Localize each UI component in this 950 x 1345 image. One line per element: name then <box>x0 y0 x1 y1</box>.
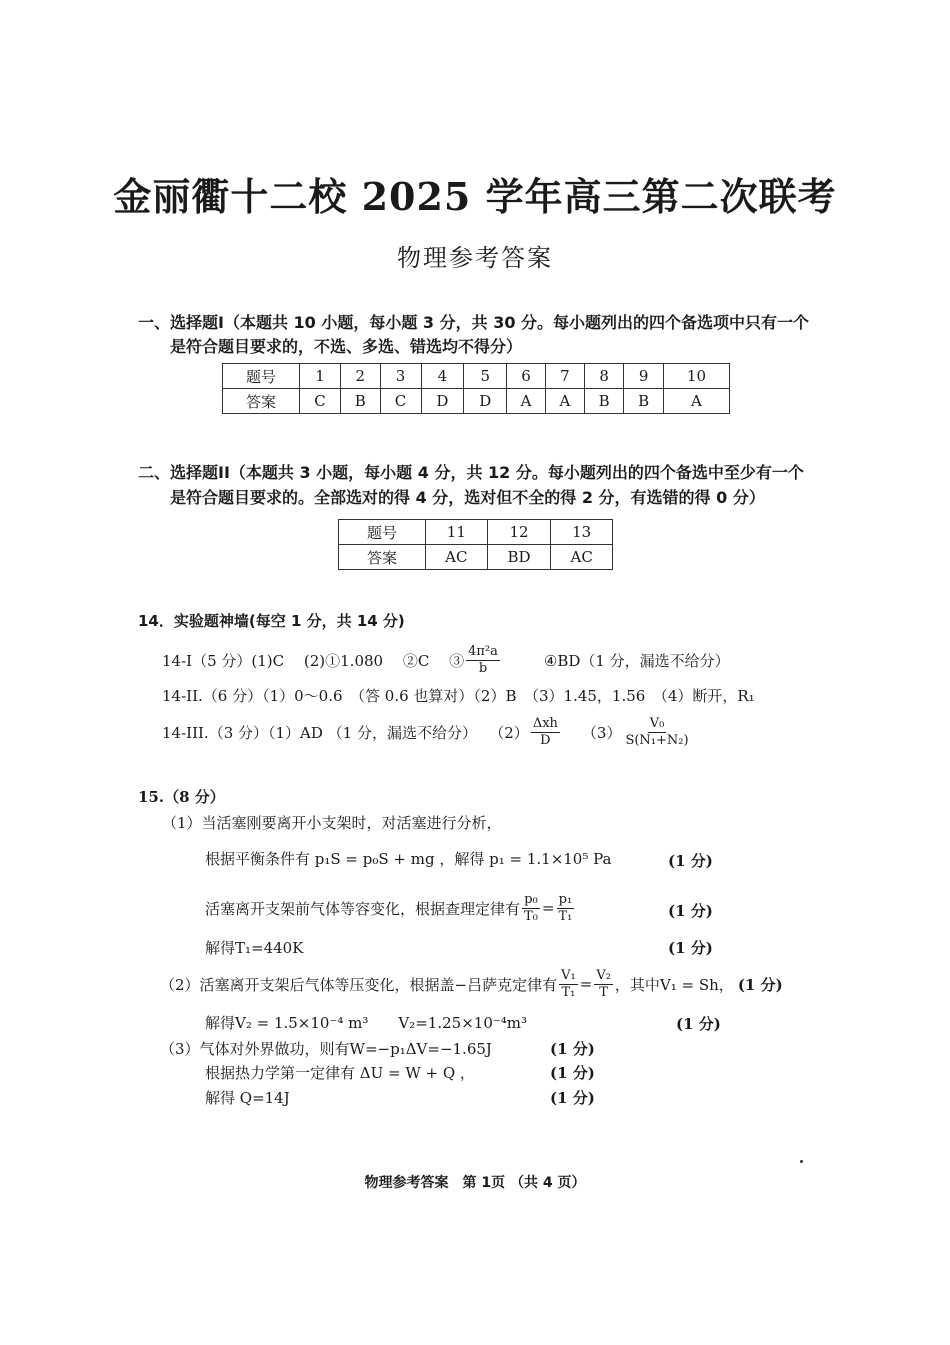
table-cell: 7 <box>546 364 585 389</box>
score-label: (1 分) <box>550 1089 595 1107</box>
fraction-denominator: T₁ <box>561 984 576 1000</box>
q15-line9: 解得 Q=14J <box>205 1089 290 1107</box>
q15-line1: （1）当活塞刚要离开小支架时，对活塞进行分析， <box>162 814 502 832</box>
table-cell: D <box>464 389 507 414</box>
fraction-denominator: D <box>540 732 551 748</box>
table-row <box>223 389 730 414</box>
fraction-numerator: V₁ <box>561 967 576 983</box>
q15-line3-text: 活塞离开支架前气体等容变化，根据查理定律有 <box>205 899 521 918</box>
score-label: (1 分) <box>550 1040 595 1058</box>
fraction-numerator: V₂ <box>596 967 611 983</box>
table-cell: 1 <box>300 364 341 389</box>
table-row <box>339 545 613 570</box>
speck-mark <box>800 1160 803 1163</box>
row-label-answer: 答案 <box>223 389 300 414</box>
table-cell: AC <box>426 545 488 570</box>
q15-heading: 15.（8 分） <box>138 788 225 806</box>
fraction-numerator: Δxh <box>532 715 558 731</box>
section2-heading-line2: 是符合题目要求的。全部选对的得 4 分，选对但不全的得 2 分，有选错的得 0 分） <box>170 488 765 507</box>
table-cell: 8 <box>584 364 624 389</box>
section1-heading-line1: 一、选择题I（本题共 10 小题，每小题 3 分，共 30 分。每小题列出的四个备选项中只有一个 <box>138 313 810 332</box>
score-label: (1 分) <box>550 1064 595 1082</box>
score-label: (1 分) <box>676 1015 721 1033</box>
fraction-denominator: b <box>478 660 488 676</box>
q14-part1-fraction <box>466 644 500 677</box>
table-cell: A <box>663 389 729 414</box>
q15-line5-fraction2 <box>594 968 613 1001</box>
table-cell: 12 <box>487 520 551 545</box>
q14-part3-fraction1 <box>531 716 560 749</box>
document-title: 金丽衢十二校 2025 学年高三第二次联考 <box>113 174 837 219</box>
q15-line5 <box>160 962 783 1006</box>
q15-line4: 解得T₁=440K <box>205 939 304 957</box>
row-label-answer: 答案 <box>339 545 426 570</box>
table-cell: 10 <box>663 364 729 389</box>
q15-line7: （3）气体对外界做功，则有W=−p₁ΔV=−1.65J <box>160 1040 492 1058</box>
q14-part1-text-b: ④BD（1 分，漏选不给分） <box>543 651 730 670</box>
fraction-denominator: T₀ <box>524 908 538 924</box>
equals-sign: = <box>541 899 555 917</box>
table-cell: C <box>380 389 421 414</box>
section2-heading-line1: 二、选择题II（本题共 3 小题，每小题 4 分，共 12 分。每小题列出的四个备选中至少有一个 <box>138 463 804 482</box>
q14-part3 <box>162 710 693 754</box>
table-cell: 13 <box>551 520 613 545</box>
q15-line6: 解得V₂ = 1.5×10⁻⁴ m³ V₂=1.25×10⁻⁴m³ <box>205 1014 528 1032</box>
q14-part2: 14-II.（6 分）（1）0～0.6 （答 0.6 也算对）（2）B （3）1.45，1.56 （4）断开，R₁ <box>162 687 755 705</box>
q15-line8: 根据热力学第一定律有 ΔU = W + Q ， <box>205 1064 475 1082</box>
table-cell: 4 <box>421 364 464 389</box>
document-subtitle: 物理参考答案 <box>397 244 553 272</box>
q15-line5-fraction1 <box>559 968 578 1001</box>
table-cell: 6 <box>507 364 546 389</box>
fraction-numerator: p₀ <box>524 891 538 907</box>
page-footer: 物理参考答案 第 1页 （共 4 页） <box>364 1175 586 1191</box>
table-cell: 3 <box>380 364 421 389</box>
table-cell: 11 <box>426 520 488 545</box>
q14-part3-text-b: （3） <box>581 723 622 742</box>
table-row <box>339 520 613 545</box>
q14-part3-text-a: 14-III.（3 分）（1）AD （1 分，漏选不给分） （2） <box>162 723 529 742</box>
table-cell: A <box>546 389 585 414</box>
fraction-numerator: p₁ <box>558 891 573 907</box>
row-label-question: 题号 <box>223 364 300 389</box>
q15-line3-fraction2 <box>556 892 574 925</box>
q14-part1 <box>162 640 730 680</box>
q15-line5-text-b: ，其中V₁ = Sh， <box>614 975 734 994</box>
section2-answer-table <box>338 519 613 570</box>
score-label: (1 分) <box>668 939 713 957</box>
q15-line3 <box>205 888 576 928</box>
row-label-question: 题号 <box>339 520 426 545</box>
section1-heading-line2: 是符合题目要求的，不选、多选、错选均不得分） <box>170 337 523 356</box>
q15-line5-text-a: （2）活塞离开支架后气体等压变化，根据盖−吕萨克定律有 <box>160 975 558 994</box>
table-row <box>223 364 730 389</box>
table-cell: 9 <box>624 364 664 389</box>
section1-answer-table <box>222 363 730 414</box>
q15-line3-fraction1 <box>522 892 540 925</box>
fraction-numerator: V₀ <box>649 715 665 731</box>
fraction-denominator: T₁ <box>558 908 573 924</box>
fraction-denominator: T <box>599 984 608 1000</box>
fraction-numerator: 4π²a <box>468 643 498 659</box>
table-cell: B <box>584 389 624 414</box>
table-cell: B <box>624 389 664 414</box>
q15-line2: 根据平衡条件有 p₁S = p₀S + mg ，解得 p₁ = 1.1×10⁵ Pa <box>205 850 612 868</box>
equals-sign: = <box>579 975 593 993</box>
table-cell: B <box>341 389 381 414</box>
table-cell: 2 <box>341 364 381 389</box>
fraction-denominator: S(N₁+N₂) <box>625 732 689 748</box>
q14-part3-fraction2 <box>623 716 690 749</box>
table-cell: A <box>507 389 546 414</box>
q14-part1-text-a: 14-I（5 分）(1)C (2)①1.080 ②C ③ <box>162 651 465 670</box>
q14-heading: 14．实验题神墙(每空 1 分，共 14 分) <box>138 612 405 630</box>
table-cell: C <box>300 389 341 414</box>
score-label: (1 分) <box>668 902 713 920</box>
table-cell: 5 <box>464 364 507 389</box>
table-cell: BD <box>487 545 551 570</box>
score-label: (1 分) <box>737 975 783 994</box>
table-cell: AC <box>551 545 613 570</box>
table-cell: D <box>421 389 464 414</box>
score-label: (1 分) <box>668 852 713 870</box>
